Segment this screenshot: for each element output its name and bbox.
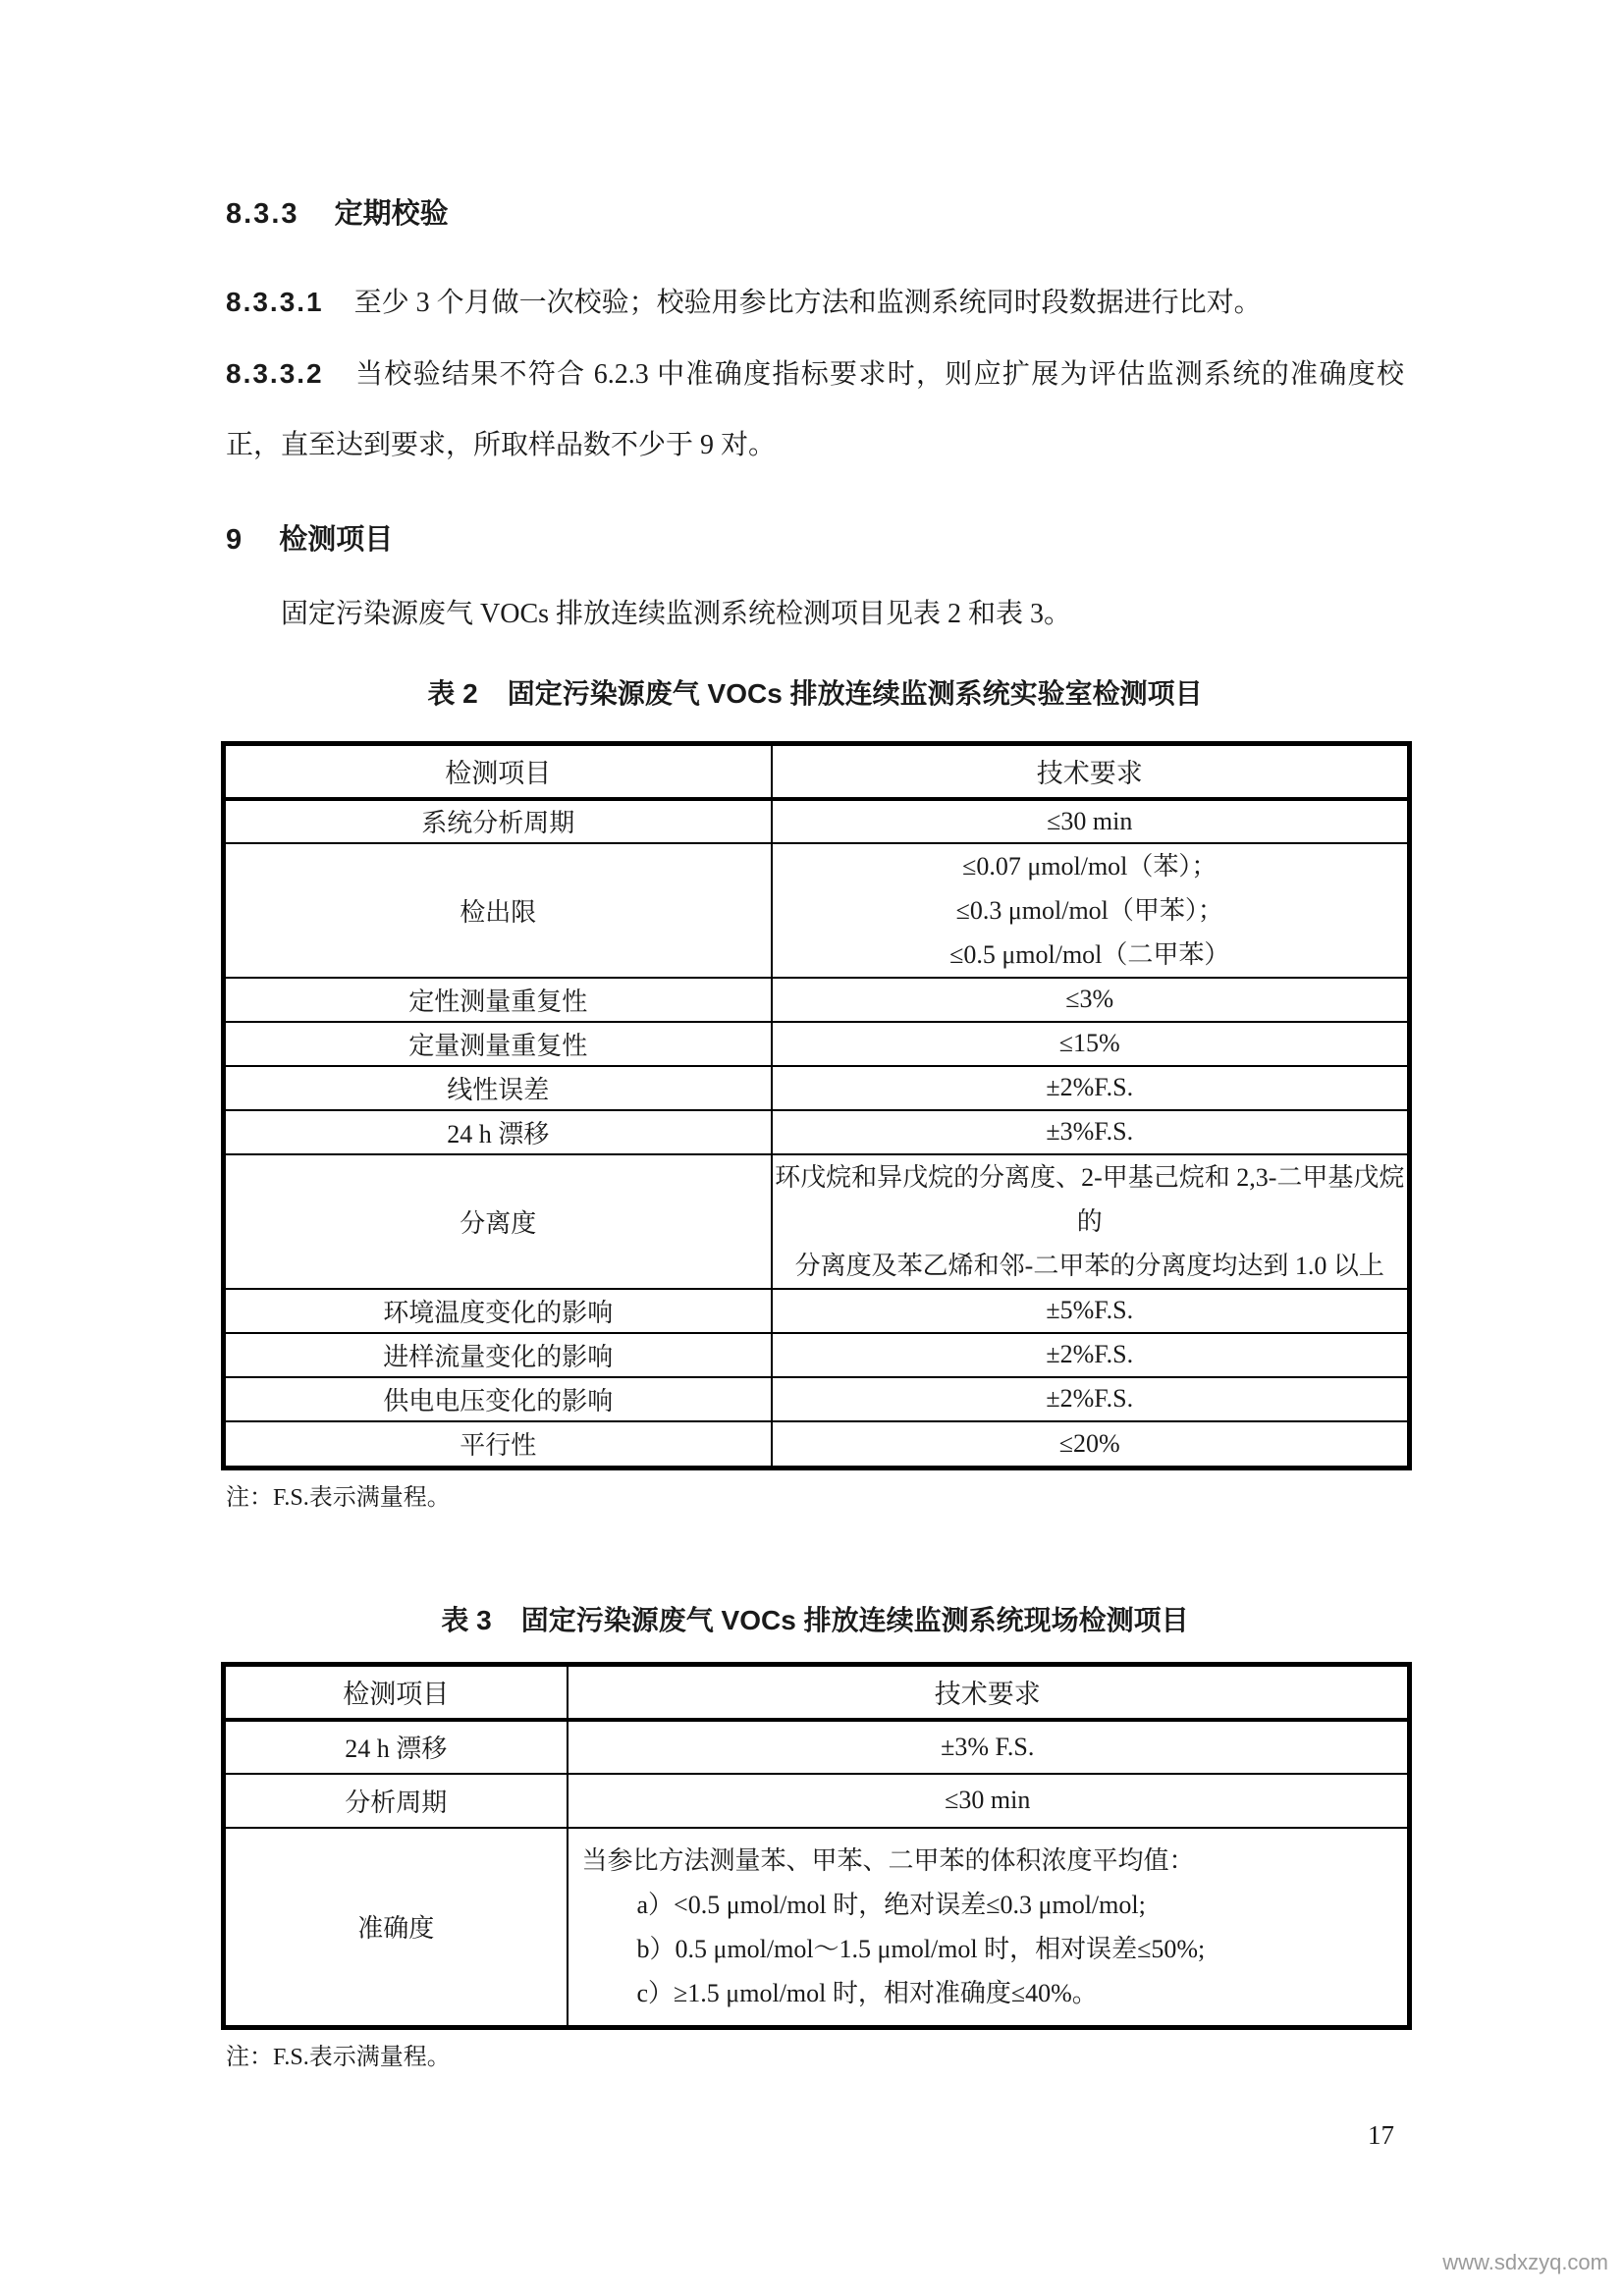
requirement-line: a）<0.5 μmol/mol 时，绝对误差≤0.3 μmol/mol; [636,1890,1146,1919]
requirement-cell: ≤20% [772,1421,1410,1468]
item-cell: 准确度 [224,1828,568,2028]
table2-caption [226,674,1404,714]
table-row [224,978,1410,1022]
item-cell: 定量测量重复性 [224,1022,772,1066]
section-8-3-3-number: 8.3.3 [226,198,299,230]
item-cell: 供电电压变化的影响 [224,1377,772,1421]
table-row [224,1333,1410,1377]
requirement-cell [772,843,1410,978]
table-row [224,1154,1410,1289]
table3-footnote: 注：F.S.表示满量程。 [226,2044,451,2070]
item-cell: 系统分析周期 [224,799,772,843]
table-row [224,1774,1410,1828]
item-cell: 定性测量重复性 [224,978,772,1022]
table-row [224,1828,1410,2028]
requirement-cell: ≤30 min [772,799,1410,843]
requirement-cell: ±2%F.S. [772,1333,1410,1377]
item-cell: 分离度 [224,1154,772,1289]
table-row [224,1289,1410,1333]
requirement-cell: ±3% F.S. [568,1720,1410,1774]
requirement-line: ≤0.3 μmol/mol（甲苯）； [955,895,1223,925]
table3-header-item: 检测项目 [224,1665,568,1720]
table2-header-row [224,744,1410,799]
table-row [224,843,1410,978]
item-cell: 进样流量变化的影响 [224,1333,772,1377]
section-8-3-3-heading [226,194,1404,234]
table-row [224,1022,1410,1066]
clause-8-3-3-2 [226,339,1404,481]
requirement-line: 分离度及苯乙烯和邻-二甲苯的分离度均达到 1.0 以上 [794,1251,1384,1280]
item-cell: 检出限 [224,843,772,978]
clause-8-3-3-1 [226,267,1404,339]
item-cell: 分析周期 [224,1774,568,1828]
table3-caption-label: 表 3 [441,1605,492,1635]
table-row [224,1377,1410,1421]
item-cell: 24 h 漂移 [224,1110,772,1154]
table-row [224,1720,1410,1774]
table2-caption-label: 表 2 [427,678,478,709]
requirement-line: ≤0.5 μmol/mol（二甲苯） [949,939,1230,969]
item-cell: 24 h 漂移 [224,1720,568,1774]
page-content [226,0,1404,2077]
section-9-intro: 固定污染源废气 VOCs 排放连续监测系统检测项目见表 2 和表 3。 [281,599,1072,629]
requirement-cell: ±2%F.S. [772,1377,1410,1421]
requirement-cell [772,1154,1410,1289]
requirement-line: c）≥1.5 μmol/mol 时，相对准确度≤40%。 [636,1978,1098,2007]
requirement-cell: ±2%F.S. [772,1066,1410,1110]
table2-header-item: 检测项目 [224,744,772,799]
requirement-cell [568,1828,1410,2028]
table3-header-requirement: 技术要求 [568,1665,1410,1720]
requirement-cell: ≤15% [772,1022,1410,1066]
table-row [224,1066,1410,1110]
requirement-intro: 当参比方法测量苯、甲苯、二甲苯的体积浓度平均值： [581,1845,1195,1875]
clause-8-3-3-1-text: 至少 3 个月做一次校验；校验用参比方法和监测系统同时段数据进行比对。 [353,288,1262,318]
requirement-cell: ±3%F.S. [772,1110,1410,1154]
requirement-cell: ±5%F.S. [772,1289,1410,1333]
section-8-3-3-title: 定期校验 [334,198,449,230]
clause-8-3-3-2-number: 8.3.3.2 [226,358,324,389]
table2-footnote: 注：F.S.表示满量程。 [226,1485,451,1511]
item-cell: 线性误差 [224,1066,772,1110]
item-cell: 平行性 [224,1421,772,1468]
watermark-text: www.sdxzyq.com [1442,2250,1608,2274]
clause-8-3-3-2-text: 当校验结果不符合 6.2.3 中准确度指标要求时，则应扩展为评估监测系统的准确度校正，直至达到要求，所取样品数不少于 9 对。 [226,359,1405,460]
section-9-heading [226,520,1404,560]
table3-caption-title: 固定污染源废气 VOCs 排放连续监测系统现场检测项目 [520,1605,1189,1635]
requirement-line: 环戊烷和异戊烷的分离度、2-甲基己烷和 2,3-二甲基戊烷的 [775,1162,1405,1236]
table-row [224,1421,1410,1468]
requirement-line: ≤0.07 μmol/mol（苯）； [962,851,1218,881]
requirement-cell: ≤3% [772,978,1410,1022]
table-row [224,1110,1410,1154]
requirement-cell: ≤30 min [568,1774,1410,1828]
item-cell: 环境温度变化的影响 [224,1289,772,1333]
table3-header-row [224,1665,1410,1720]
clause-8-3-3-1-number: 8.3.3.1 [226,287,324,317]
page-number: 17 [1368,2120,1394,2150]
section-9-title: 检测项目 [279,524,394,556]
table3-caption [226,1601,1404,1640]
table2-header-requirement: 技术要求 [772,744,1410,799]
table3-field-test-items [221,1662,1412,2030]
table2-lab-test-items [221,741,1412,1470]
section-9-number: 9 [226,524,244,556]
table2-caption-title: 固定污染源废气 VOCs 排放连续监测系统实验室检测项目 [507,678,1203,709]
table-row [224,799,1410,843]
requirement-line: b）0.5 μmol/mol～1.5 μmol/mol 时，相对误差≤50%; [636,1934,1206,1963]
